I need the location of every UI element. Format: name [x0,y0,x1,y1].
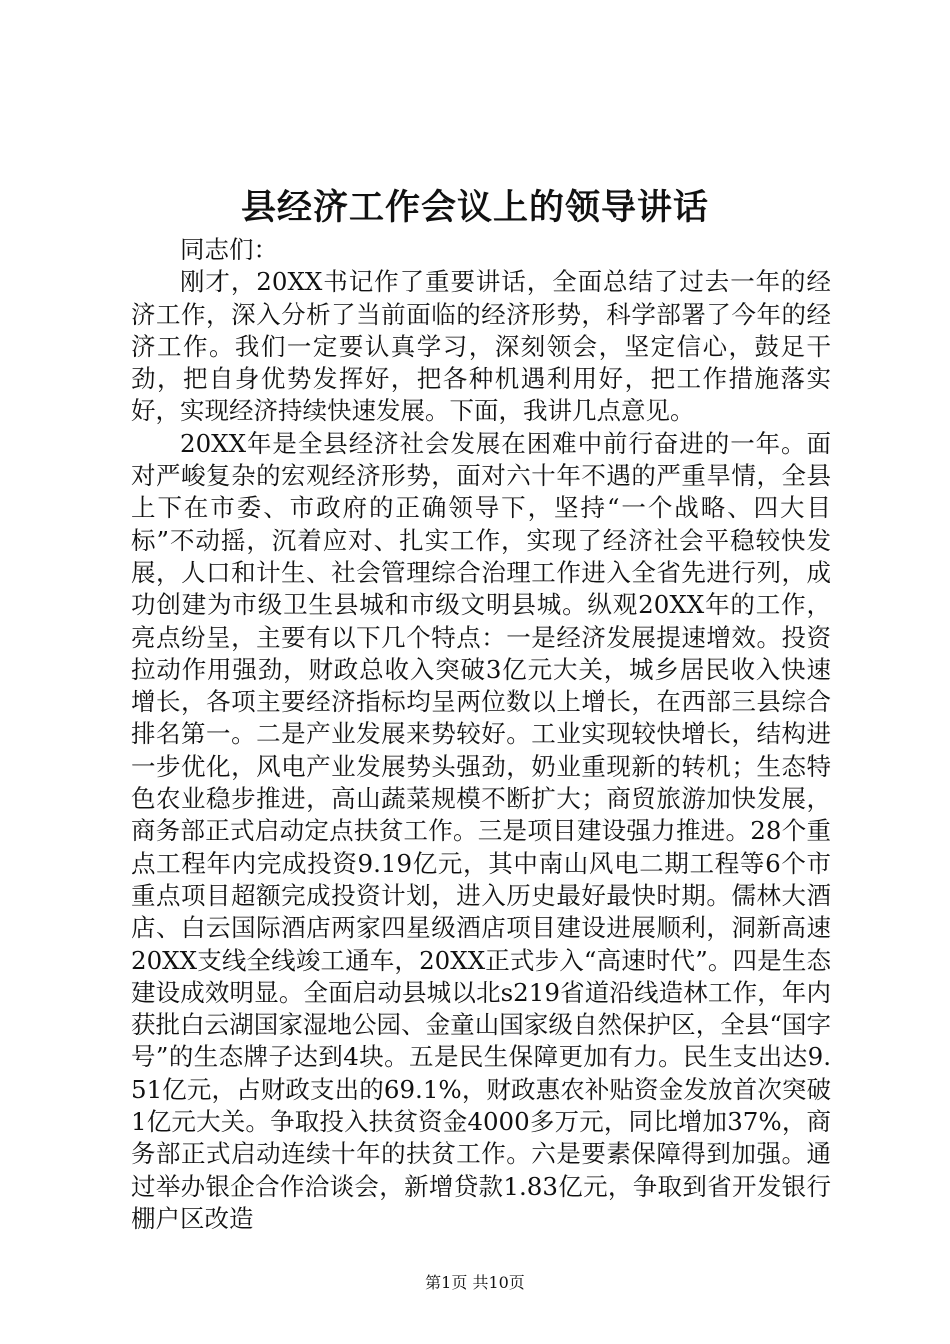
paragraph-2: 20XX年是全县经济社会发展在困难中前行奋进的一年。面对严峻复杂的宏观经济形势，面对六十年不遇的严重旱情，全县上下在市委、市政府的正确领导下，坚持“一个战略、四大目标”不动摇，沉着应对、扎实工作，实现了经济社会平稳较快发展，人口和计生、社会管理综合治理工作进入全省先进行列，成功创建为市级卫生县城和市级文明县城。纵观20XX年的工作，亮点纷呈，主要有以下几个特点：一是经济发展提速增效。投资拉动作用强劲，财政总收入突破3亿元大关，城乡居民收入快速增长，各项主要经济指标均呈两位数以上增长，在西部三县综合排名第一。二是产业发展来势较好。工业实现较快增长，结构进一步优化，风电产业发展势头强劲，奶业重现新的转机；生态特色农业稳步推进，高山蔬菜规模不断扩大；商贸旅游加快发展，商务部正式启动定点扶贫工作。三是项目建设强力推进。28个重点工程年内完成投资9.19亿元，其中南山风电二期工程等6个市重点项目超额完成投资计划，进入历史最好最快时期。儒林大酒店、白云国际酒店两家四星级酒店项目建设进展顺利，洞新高速20XX支线全线竣工通车，20XX正式步入“高速时代”。四是生态建设成效明显。全面启动县城以北s219省道沿线造林工作，年内获批白云湖国家湿地公园、金童山国家级自然保护区，全县“国字号”的生态牌子达到4块。五是民生保障更加有力。民生支出达9.51亿元，占财政支出的69.1%，财政惠农补贴资金发放首次突破1亿元大关。争取投入扶贫资金4000多万元，同比增加37%，商务部正式启动连续十年的扶贫工作。六是要素保障得到加强。通过举办银企合作洽谈会，新增贷款1.83亿元，争取到省开发银行棚户区改造 [131,428,831,1233]
document-body [131,234,831,1235]
page-number-footer: 第1页 共10页 [425,1273,525,1292]
document-title: 县经济工作会议上的领导讲话 [240,187,709,228]
paragraph-1: 刚才，20XX书记作了重要讲话，全面总结了过去一年的经济工作，深入分析了当前面临的经济形势，科学部署了今年的经济工作。我们一定要认真学习，深刻领会，坚定信心，鼓足干劲，把自身优势发挥好，把各种机遇利用好，把工作措施落实好，实现经济持续快速发展。下面，我讲几点意见。 [131,267,831,426]
salutation: 同志们： [180,235,278,264]
